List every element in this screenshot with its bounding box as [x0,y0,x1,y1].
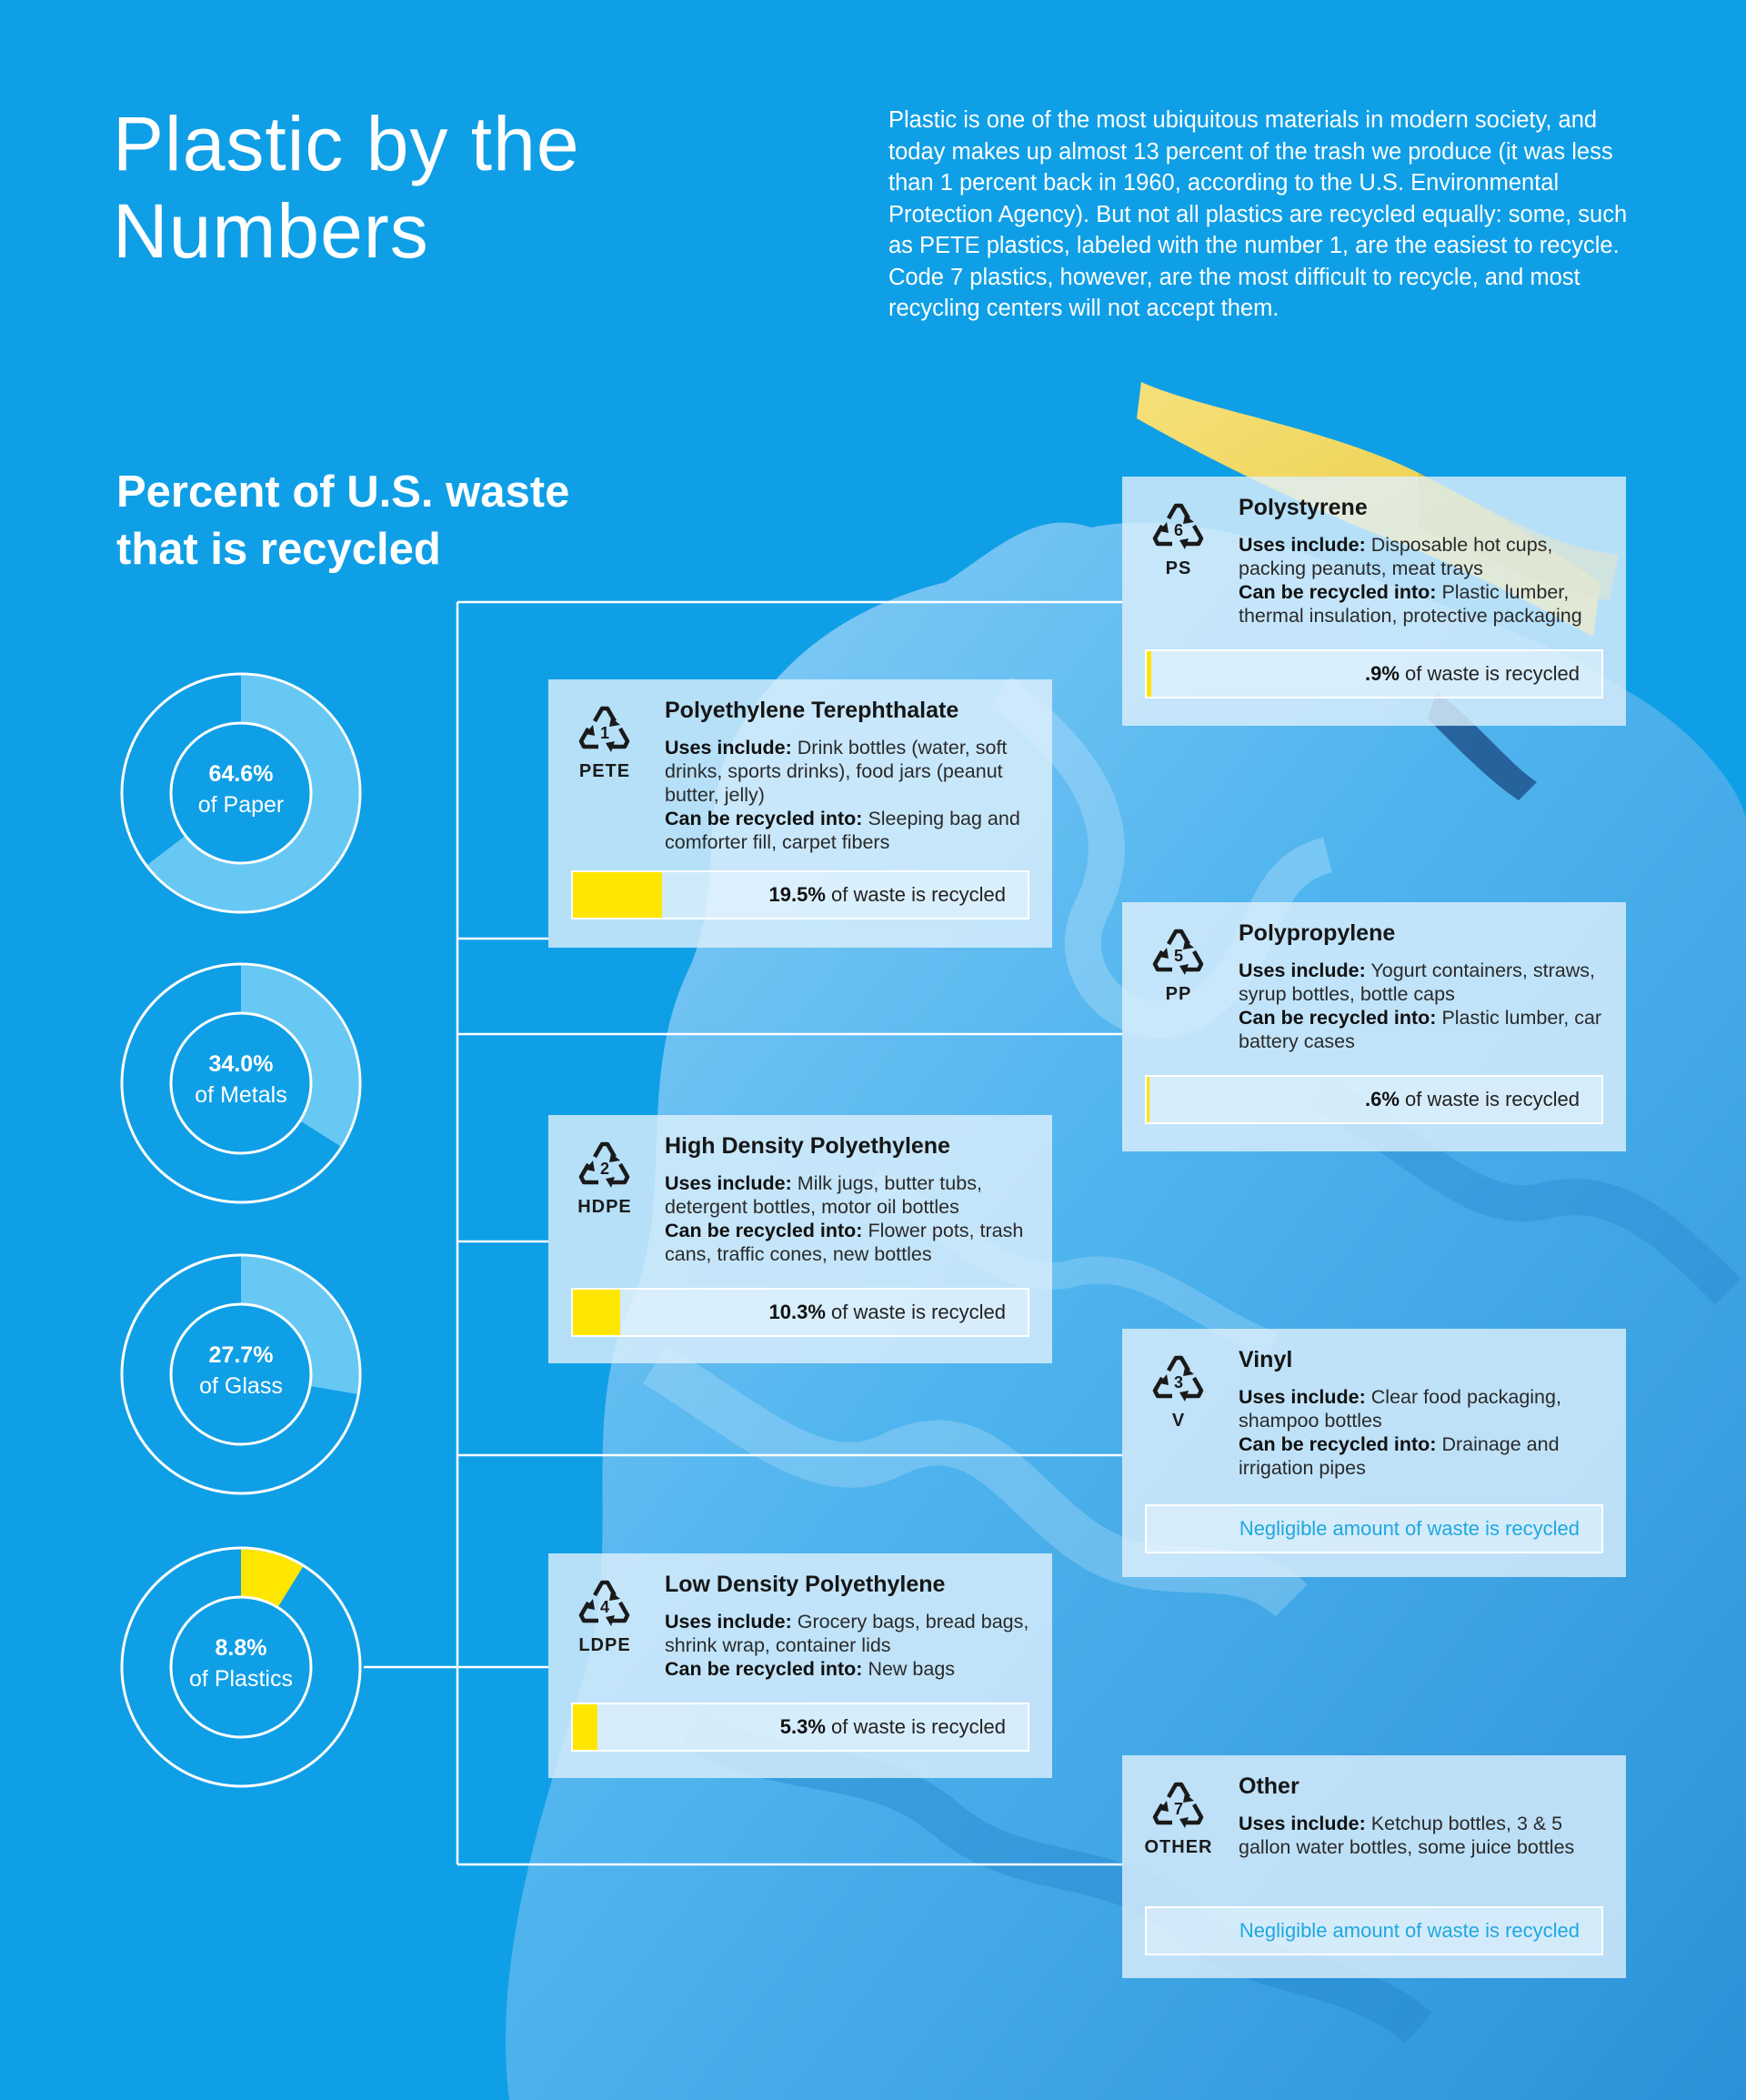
recycled-text [1239,1432,1611,1480]
uses-value: Yogurt containers, straws, syrup bottles, bottle caps [1239,960,1595,1005]
chart-title-line-1: Percent of U.S. waste [116,467,570,517]
uses-text [1239,1385,1611,1432]
plastic-description [1239,1385,1611,1480]
plastic-card-other [1122,1755,1626,1978]
recycled-label: Can be recycled into: [665,1220,863,1241]
recycled-label: Can be recycled into: [665,1658,863,1680]
uses-value: Milk jugs, butter tubs, detergent bottles, motor oil bottles [665,1172,982,1218]
bar-suffix: of waste is recycled [831,1301,1006,1323]
recycling-rate-text [769,1290,1006,1335]
recycling-rate-bar [1145,649,1603,698]
code-abbreviation: V [1171,1411,1186,1431]
title-line-1: Plastic by the [113,101,580,186]
plastic-name: Other [1239,1773,1299,1799]
recycle-code-number: 5 [1173,947,1184,965]
recycle-symbol-icon [575,701,635,758]
code-abbreviation: HDPE [577,1197,632,1217]
bar-value: 10.3% [768,1301,826,1323]
donut-category: of Paper [197,792,285,818]
recycled-value: New bags [868,1658,956,1680]
recycling-rate-bar [1145,1504,1603,1553]
bar-fill [1147,651,1151,697]
page-title [113,100,749,275]
recycling-code [568,1575,641,1656]
bar-value: .6% [1364,1088,1400,1110]
uses-label: Uses include: [665,1172,792,1194]
plastic-name: Vinyl [1239,1347,1293,1372]
donut-plastics-label [118,1633,364,1694]
plastic-description [665,1171,1038,1266]
recycle-symbol-icon [1149,1777,1209,1834]
recycle-code-number: 6 [1173,521,1184,539]
uses-value: Ketchup bottles, 3 & 5 gallon water bottles, some juice bottles [1239,1813,1575,1858]
bar-suffix: of waste is recycled [1405,662,1580,685]
uses-text [665,736,1038,807]
recycled-label: Can be recycled into: [665,808,863,829]
bar-suffix: of waste is recycled [831,1715,1006,1738]
recycled-label: Can be recycled into: [1239,1007,1437,1029]
plastic-name: Polystyrene [1239,495,1368,520]
plastic-description [665,736,1038,854]
donut-value: 64.6% [208,761,274,787]
recycled-value: Plastic lumber, car battery cases [1239,1007,1602,1052]
uses-value: Disposable hot cups, packing peanuts, meat trays [1239,534,1553,579]
recycled-value: Flower pots, trash cans, traffic cones, new bottles [665,1220,1024,1265]
bar-fill [573,1704,597,1750]
recycling-code [1142,498,1215,579]
recycle-code-number: 3 [1173,1373,1184,1392]
recycling-rate-bar [1145,1075,1603,1124]
uses-text [1239,533,1611,580]
chart-title [116,464,662,578]
uses-label: Uses include: [1239,534,1366,556]
code-abbreviation: LDPE [578,1635,631,1655]
recycled-text [1239,1006,1611,1053]
recycling-rate-bar [1145,1906,1603,1955]
bar-fill [573,872,662,918]
recycling-rate-text [769,872,1006,918]
recycled-text [665,1657,1038,1681]
recycling-code [1142,924,1215,1005]
plastic-description [1239,533,1611,628]
uses-text [1239,1812,1611,1859]
donut-category: of Plastics [189,1666,293,1692]
uses-label: Uses include: [665,737,792,759]
recycling-rate-text [1365,1077,1580,1122]
bar-value: .9% [1364,662,1400,685]
recycling-code [1142,1351,1215,1432]
recycled-text [665,807,1038,854]
uses-label: Uses include: [1239,1813,1366,1834]
plastic-description [1239,1812,1611,1859]
donut-paper-label [118,759,364,820]
chart-title-line-2: that is recycled [116,525,441,574]
recycling-rate-bar [571,1288,1029,1337]
plastic-name: Polyethylene Terephthalate [665,698,959,723]
recycling-rate-bar [571,870,1029,919]
recycled-text [1239,580,1611,628]
uses-value: Drink bottles (water, soft drinks, sports drinks), food jars (peanut butter, jelly) [665,737,1008,806]
recycling-rate-bar [571,1703,1029,1752]
recycled-value: Drainage and irrigation pipes [1239,1433,1560,1479]
plastic-card-pp [1122,902,1626,1151]
recycling-code [1142,1777,1215,1858]
recycling-rate-text [780,1704,1006,1750]
plastic-description [1239,959,1611,1053]
plastic-name: High Density Polyethylene [665,1133,950,1159]
donut-glass-label [118,1340,364,1402]
bar-suffix: of waste is recycled [831,883,1006,906]
donut-value: 8.8% [215,1635,267,1661]
recycle-code-number: 2 [599,1160,610,1178]
plastic-card-vinyl [1122,1329,1626,1577]
recycle-code-number: 4 [599,1598,610,1616]
uses-text [665,1610,1038,1657]
bar-fill [573,1290,620,1335]
recycling-code [568,1137,641,1218]
plastic-description [665,1610,1038,1681]
uses-label: Uses include: [1239,1386,1366,1408]
negligible-text: Negligible amount of waste is recycled [1239,1517,1580,1540]
code-abbreviation: PP [1165,984,1192,1004]
plastic-card-ldpe [548,1553,1052,1778]
uses-label: Uses include: [665,1611,792,1633]
recycle-symbol-icon [1149,498,1209,555]
bar-fill [1147,1077,1149,1122]
uses-value: Clear food packaging, shampoo bottles [1239,1386,1561,1432]
plastic-card-ps [1122,477,1626,726]
uses-text [665,1171,1038,1219]
recycle-code-number: 7 [1173,1800,1184,1818]
plastic-card-pete [548,679,1052,948]
bar-suffix: of waste is recycled [1405,1088,1580,1110]
recycled-value: Sleeping bag and comforter fill, carpet fibers [665,808,1020,853]
intro-paragraph: Plastic is one of the most ubiquitous materials in modern society, and today makes up almost 13 percent of the trash we produce (it was less than 1 percent back in 1960, according to the U.S. Environmental Protection Agency). But not all plastics are recycled equally: some, such as PETE plastics, labeled with the number 1, are the easiest to recycle. Code 7 plastics, however, are the most difficult to recycle, and most recycling centers will not accept them. [888,107,1628,321]
recycling-rate-text [1365,651,1580,697]
recycle-symbol-icon [575,1575,635,1632]
recycling-code [568,701,641,782]
recycle-symbol-icon [575,1137,635,1193]
donut-value: 34.0% [208,1051,274,1077]
plastic-card-hdpe [548,1115,1052,1363]
donut-category: of Glass [199,1373,283,1399]
uses-value: Grocery bags, bread bags, shrink wrap, container lids [665,1611,1029,1656]
plastic-name: Polypropylene [1239,920,1396,946]
recycled-label: Can be recycled into: [1239,1433,1437,1455]
uses-text [1239,959,1611,1006]
bar-value: 5.3% [779,1715,826,1738]
recycle-symbol-icon [1149,924,1209,980]
bar-value: 19.5% [768,883,826,906]
negligible-text: Negligible amount of waste is recycled [1239,1919,1580,1942]
recycled-text [665,1219,1038,1266]
title-line-2: Numbers [113,188,429,274]
recycled-value: Plastic lumber, thermal insulation, protective packaging [1239,581,1582,627]
donut-metals-label [118,1049,364,1110]
donut-category: of Metals [195,1082,287,1108]
plastic-name: Low Density Polyethylene [665,1572,946,1597]
recycled-label: Can be recycled into: [1239,581,1437,603]
code-abbreviation: PETE [578,761,631,781]
code-abbreviation: PS [1165,558,1192,578]
uses-label: Uses include: [1239,960,1366,981]
donut-value: 27.7% [208,1342,274,1368]
code-abbreviation: OTHER [1144,1837,1213,1857]
recycle-code-number: 1 [599,724,610,742]
recycle-symbol-icon [1149,1351,1209,1407]
